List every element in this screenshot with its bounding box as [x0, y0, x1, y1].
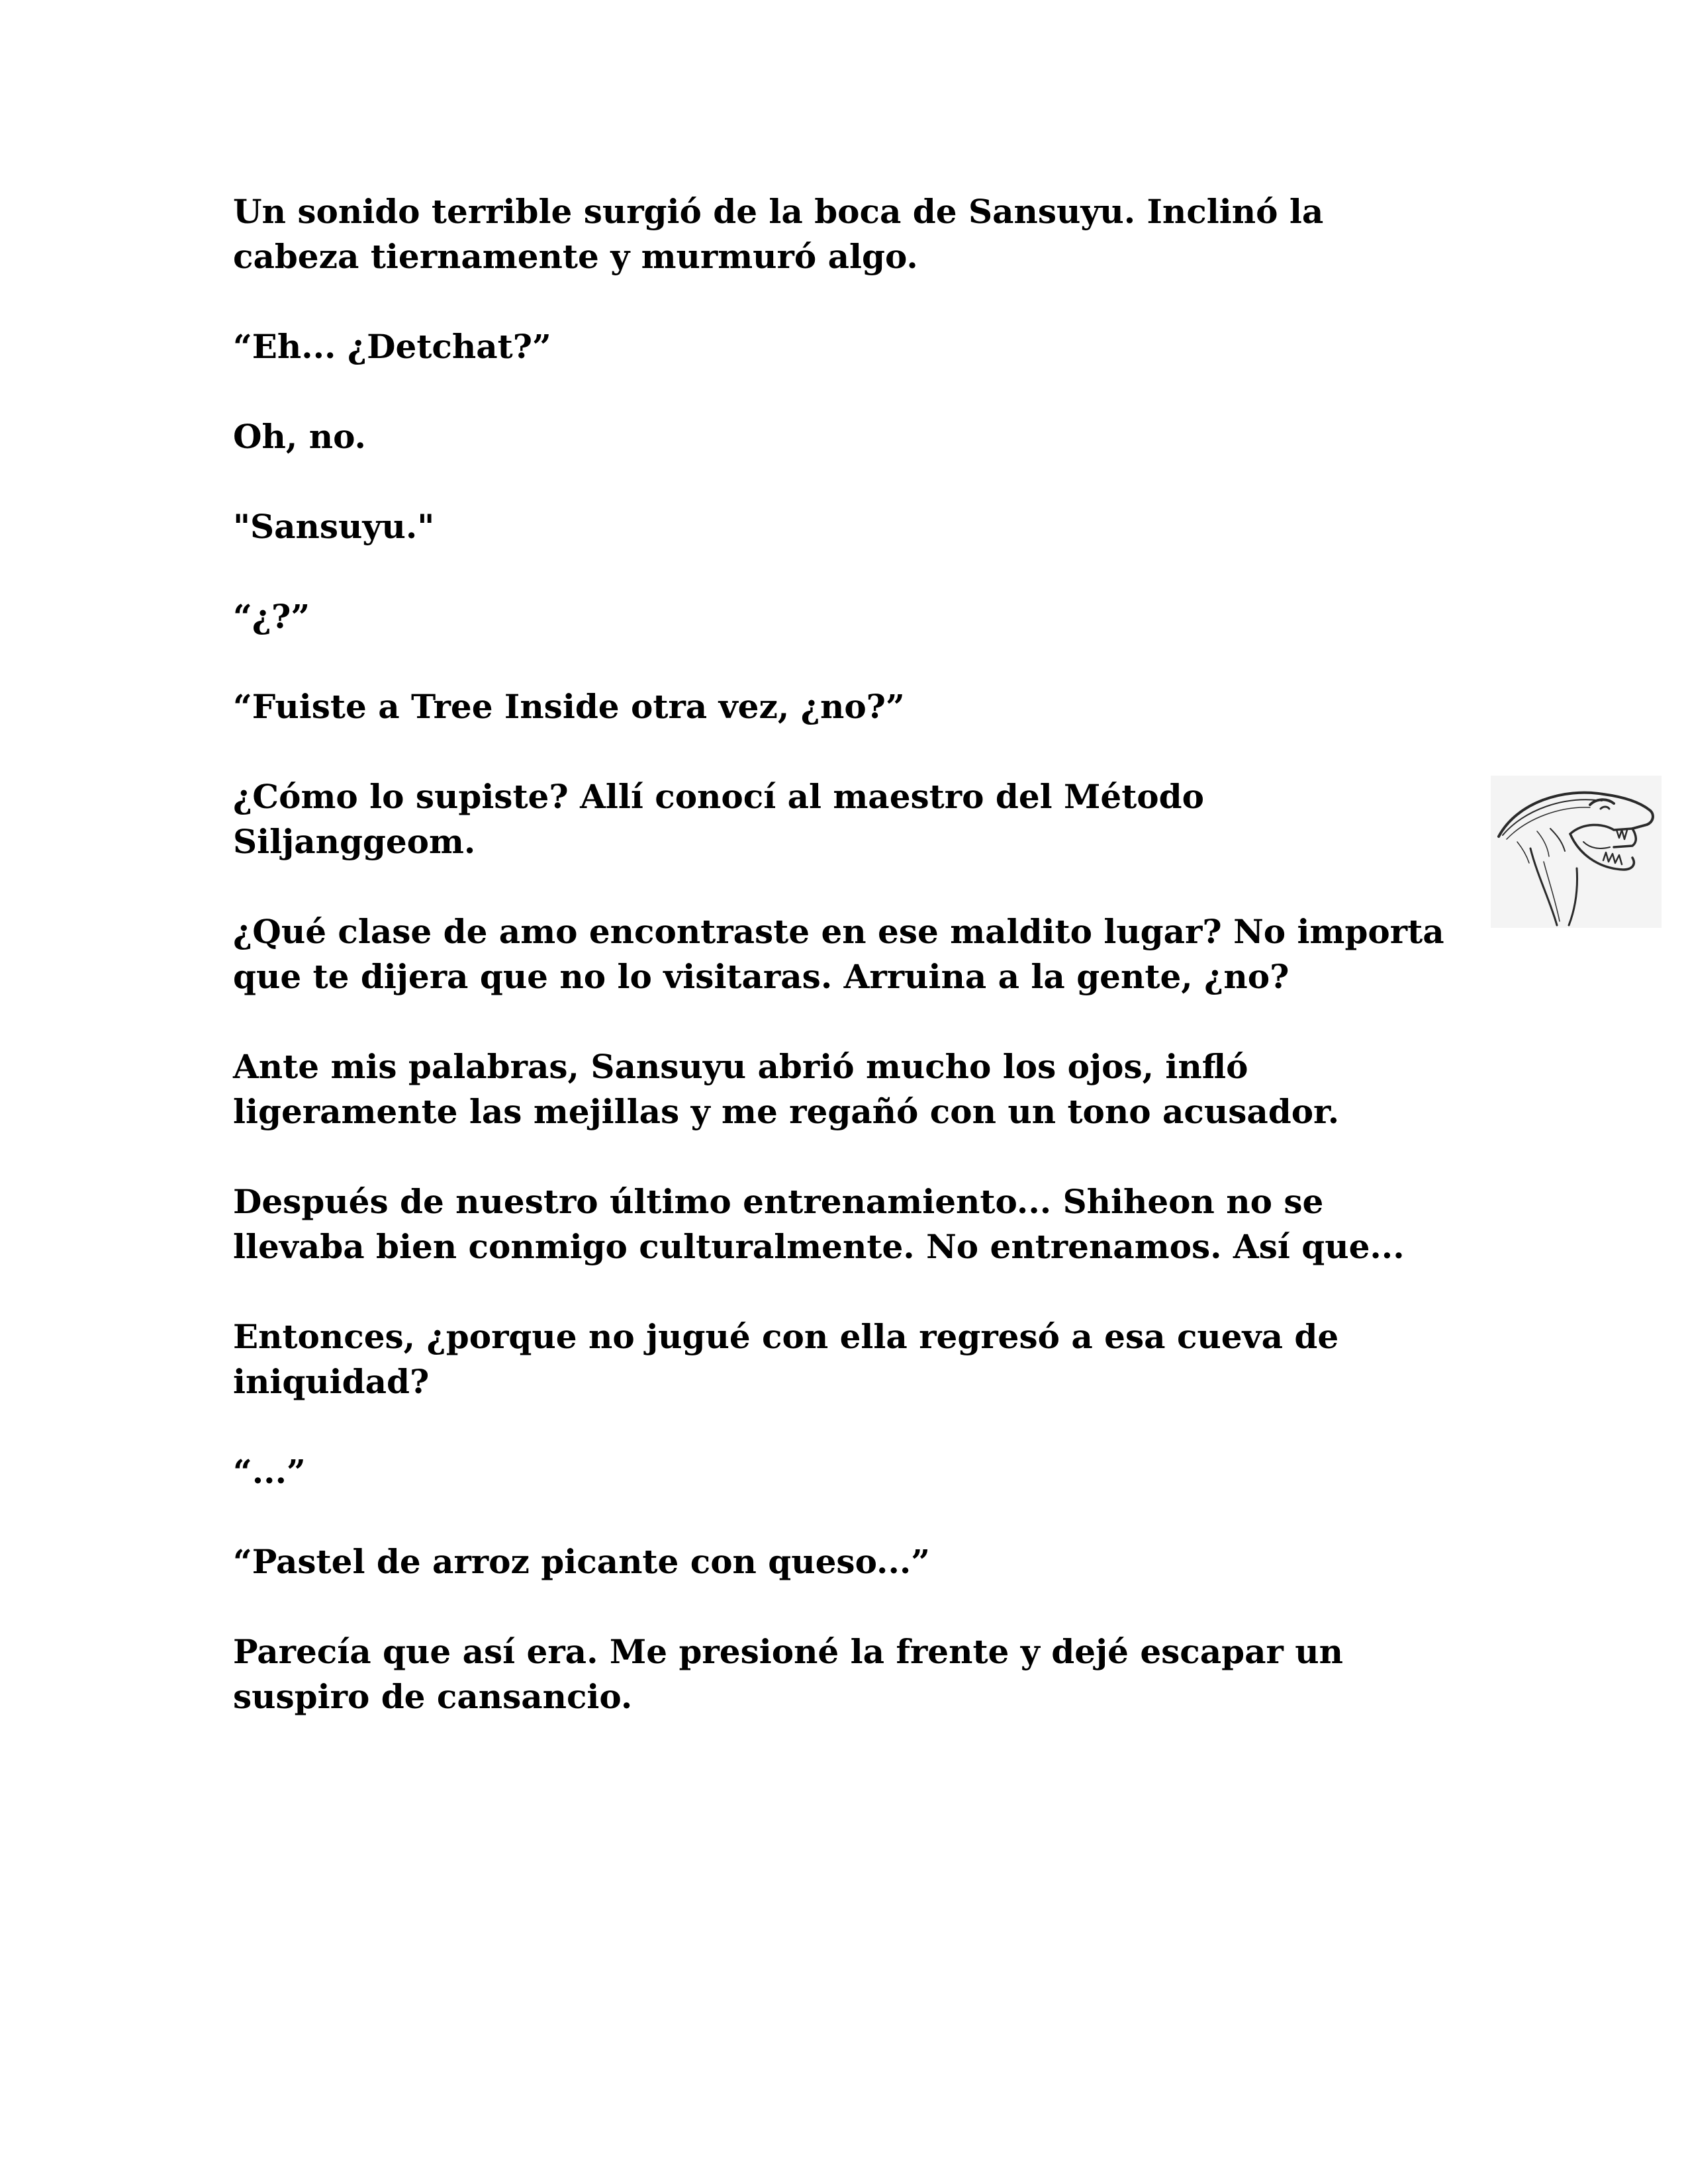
- paragraph: "Sansuyu.": [233, 507, 435, 546]
- paragraph: “Pastel de arroz picante con queso...”: [233, 1542, 931, 1581]
- paragraph: Ante mis palabras, Sansuyu abrió mucho los ojos, infló ligeramente las mejillas y me regañó con un tono acusador.: [233, 1047, 1340, 1131]
- paragraph: Parecía que así era. Me presioné la frente y dejé escapar un suspiro de cansancio.: [233, 1632, 1343, 1716]
- paragraph: ¿Cómo lo supiste? Allí conocí al maestro del Método Siljanggeom.: [233, 777, 1204, 861]
- document-body: [233, 189, 1444, 1764]
- paragraph: Oh, no.: [233, 417, 366, 456]
- paragraph: Un sonido terrible surgió de la boca de Sansuyu. Inclinó la cabeza tiernamente y murmuró algo.: [233, 192, 1324, 276]
- dinosaur-head-sketch-icon: [1491, 776, 1662, 928]
- paragraph: “Eh... ¿Detchat?”: [233, 327, 551, 366]
- paragraph: Entonces, ¿porque no jugué con ella regresó a esa cueva de iniquidad?: [233, 1317, 1339, 1401]
- paragraph: “Fuiste a Tree Inside otra vez, ¿no?”: [233, 687, 905, 726]
- paragraph: ¿Qué clase de amo encontraste en ese maldito lugar? No importa que te dijera que no lo visitaras. Arruina a la gente, ¿no?: [233, 912, 1444, 996]
- paragraph: “...”: [233, 1452, 306, 1491]
- paragraph: Después de nuestro último entrenamiento... Shiheon no se llevaba bien conmigo culturalmente. No entrenamos. Así que...: [233, 1182, 1405, 1266]
- paragraph: “¿?”: [233, 597, 310, 636]
